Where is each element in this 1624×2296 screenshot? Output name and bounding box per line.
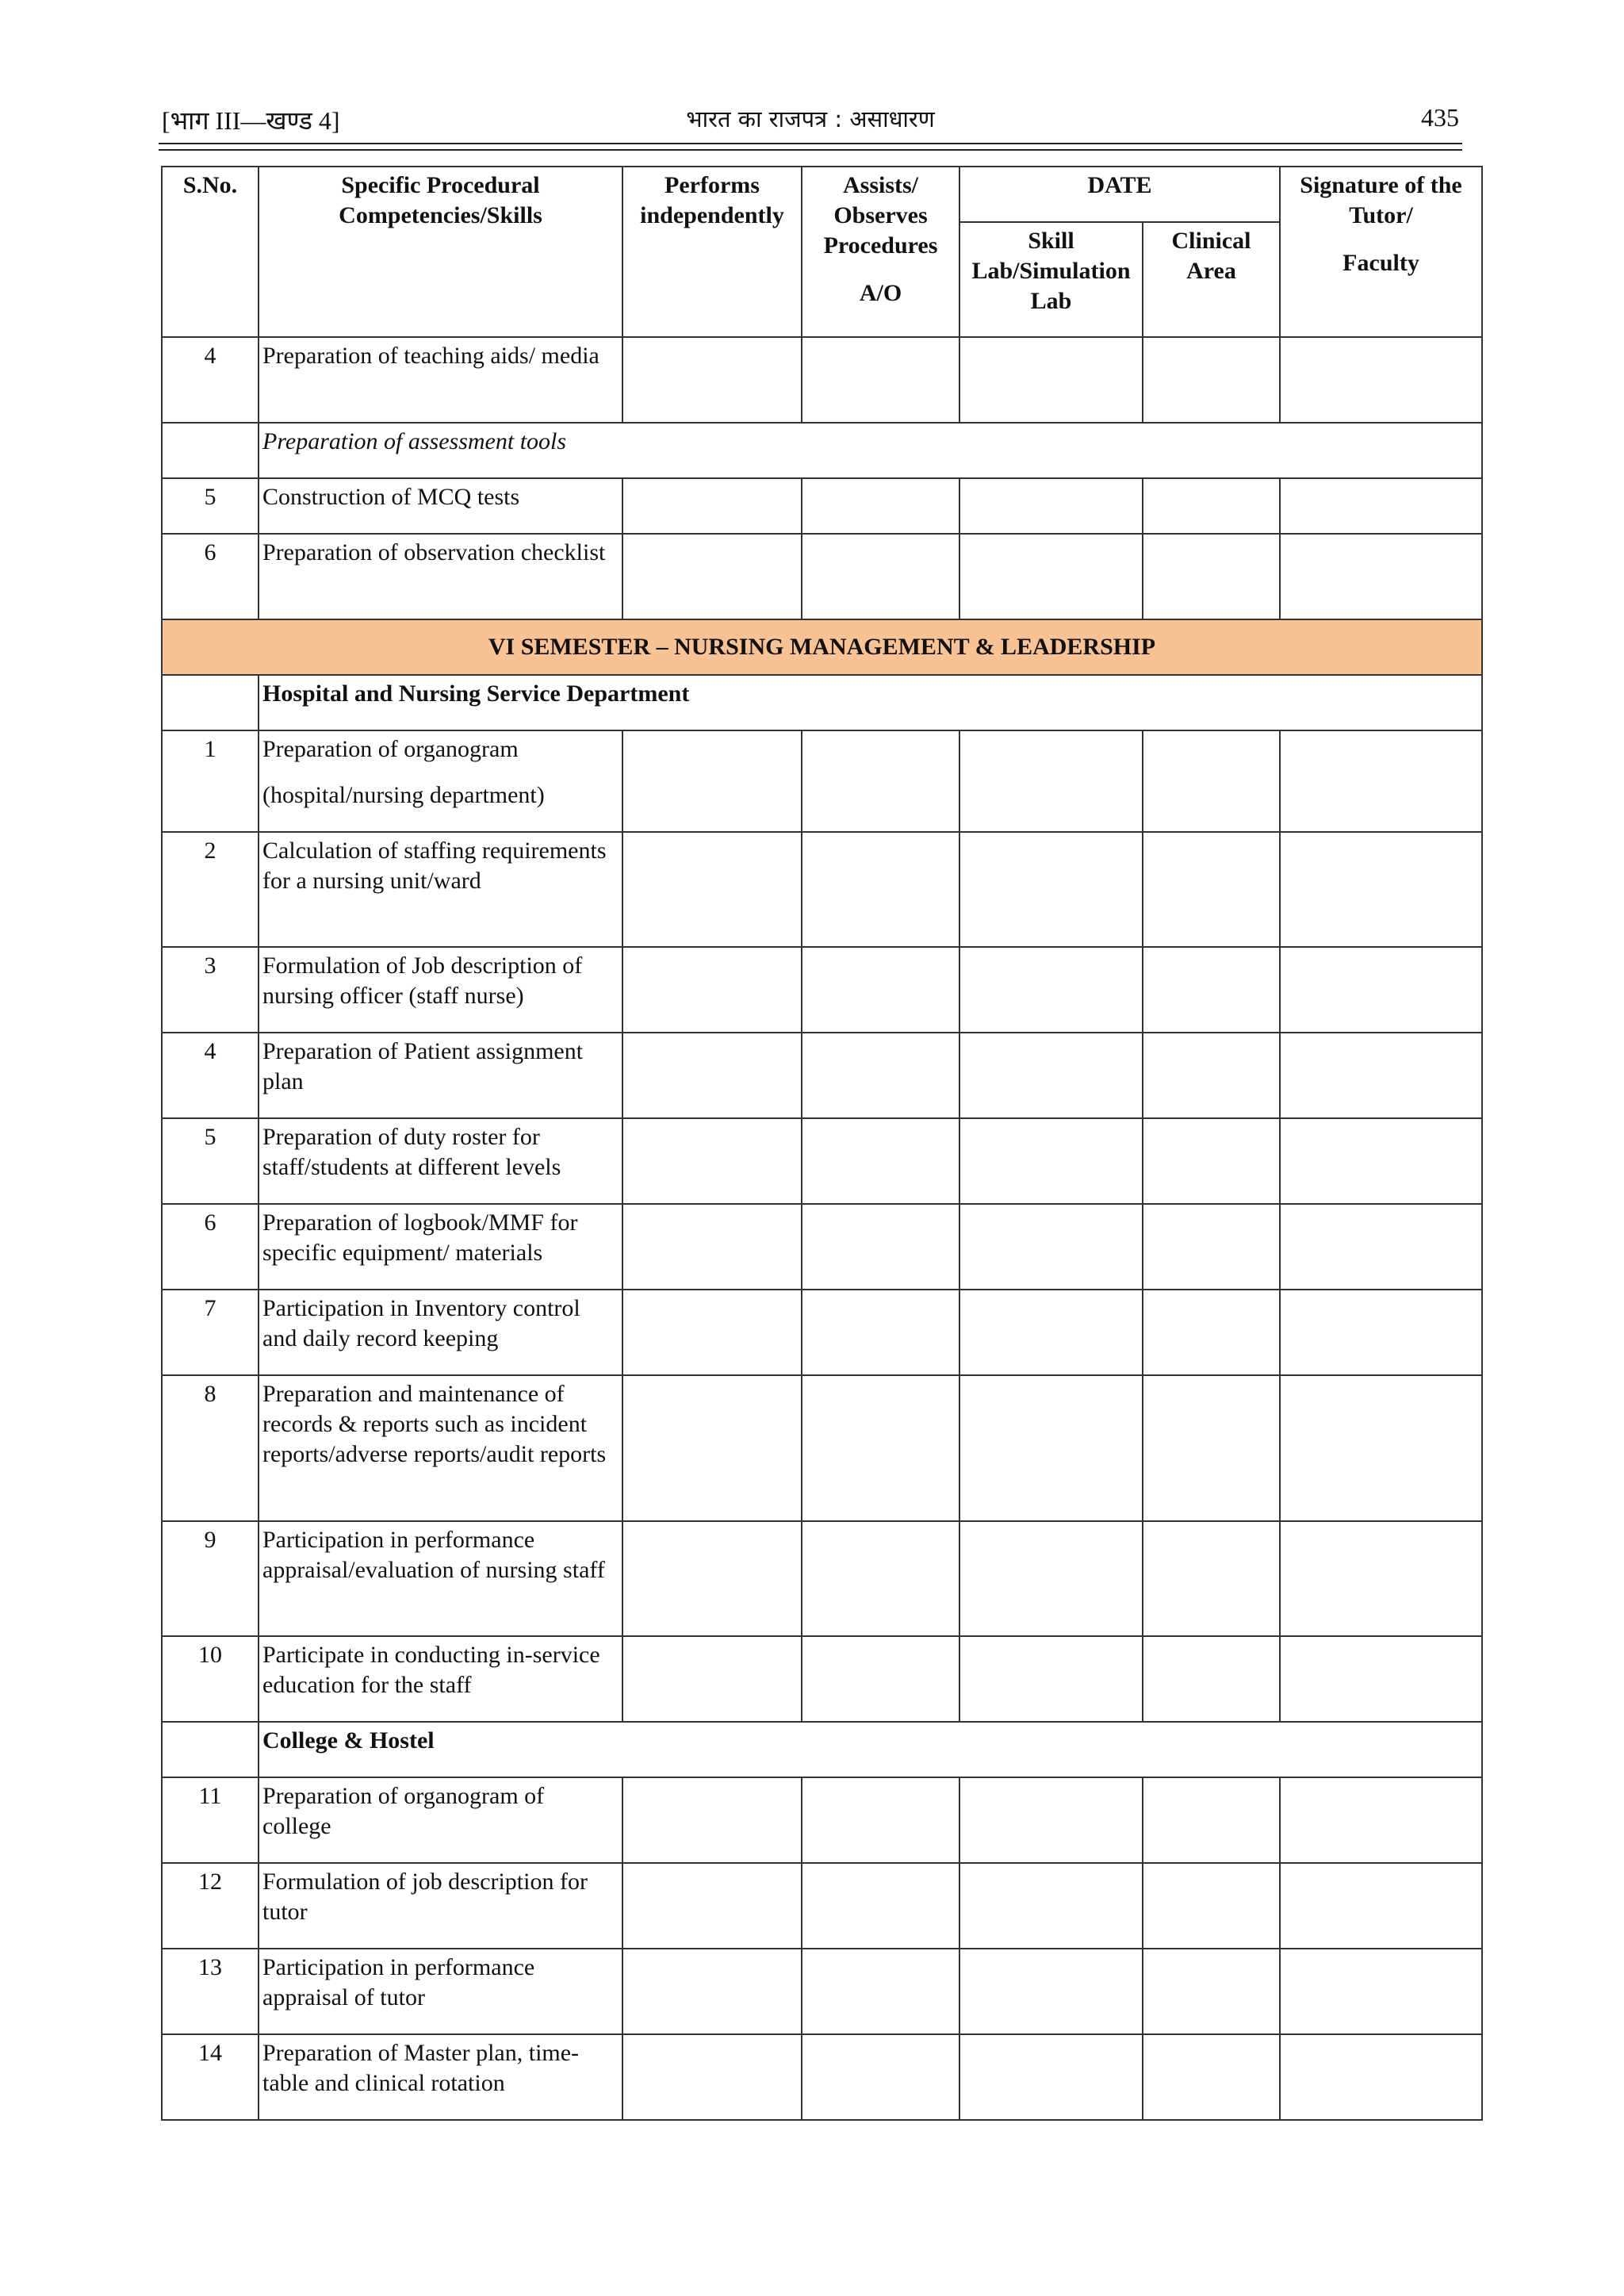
table-row <box>162 1204 1482 1290</box>
row-sno: 1 <box>162 730 259 832</box>
cell-clinical-date <box>1143 1777 1280 1863</box>
table-row <box>162 1375 1482 1521</box>
cell-signature <box>1280 2034 1482 2120</box>
cell-signature <box>1280 534 1482 619</box>
cell-skill-lab-date <box>959 1636 1143 1722</box>
col-header-performs: Performs independently <box>622 167 802 337</box>
cell-skill-lab-date <box>959 478 1143 534</box>
cell-signature <box>1280 1777 1482 1863</box>
cell-skill-lab-date <box>959 1204 1143 1290</box>
cell-performs <box>622 1863 802 1949</box>
cell-performs <box>622 478 802 534</box>
row-sno: 6 <box>162 1204 259 1290</box>
row-sno-empty <box>162 675 259 730</box>
row-skill: Preparation and maintenance of records & reports such as incident reports/adverse reports/audit reports <box>259 1375 622 1521</box>
cell-clinical-date <box>1143 1033 1280 1118</box>
row-sno: 2 <box>162 832 259 947</box>
cell-skill-lab-date <box>959 534 1143 619</box>
cell-assists <box>802 947 959 1033</box>
row-skill: Formulation of job description for tutor <box>259 1863 622 1949</box>
page-header <box>162 102 1459 143</box>
row-sno-empty <box>162 423 259 478</box>
semester-heading: VI SEMESTER – NURSING MANAGEMENT & LEADERSHIP <box>162 619 1482 675</box>
cell-performs <box>622 1521 802 1636</box>
cell-assists <box>802 1521 959 1636</box>
cell-signature <box>1280 1204 1482 1290</box>
cell-signature <box>1280 1033 1482 1118</box>
row-sno: 6 <box>162 534 259 619</box>
cell-assists <box>802 1863 959 1949</box>
cell-performs <box>622 1204 802 1290</box>
cell-clinical-date <box>1143 2034 1280 2120</box>
table-row <box>162 1777 1482 1863</box>
cell-assists <box>802 1949 959 2034</box>
cell-performs <box>622 1636 802 1722</box>
col-header-assists-code: A/O <box>859 280 902 306</box>
table-row <box>162 337 1482 423</box>
row-skill: Preparation of duty roster for staff/students at different levels <box>259 1118 622 1204</box>
row-skill: Preparation of teaching aids/ media <box>259 337 622 423</box>
row-sno: 7 <box>162 1290 259 1375</box>
cell-signature <box>1280 337 1482 423</box>
cell-clinical-date <box>1143 947 1280 1033</box>
cell-clinical-date <box>1143 1204 1280 1290</box>
header-rule-bottom <box>159 149 1462 151</box>
cell-assists <box>802 1118 959 1204</box>
cell-signature <box>1280 832 1482 947</box>
row-skill-line1: Preparation of organogram <box>262 736 519 762</box>
cell-performs <box>622 1290 802 1375</box>
cell-signature <box>1280 1118 1482 1204</box>
header-rule-top <box>159 143 1462 144</box>
cell-performs <box>622 337 802 423</box>
cell-skill-lab-date <box>959 1521 1143 1636</box>
col-header-skill-lab: Skill Lab/Simulation Lab <box>959 222 1143 337</box>
cell-assists <box>802 730 959 832</box>
table-row <box>162 1863 1482 1949</box>
row-sno: 4 <box>162 1033 259 1118</box>
row-skill: Preparation of Master plan, time-table and clinical rotation <box>259 2034 622 2120</box>
cell-signature <box>1280 1636 1482 1722</box>
row-sno: 5 <box>162 1118 259 1204</box>
cell-assists <box>802 1204 959 1290</box>
cell-assists <box>802 832 959 947</box>
subheading-hospital: Hospital and Nursing Service Department <box>259 675 1482 730</box>
cell-performs <box>622 730 802 832</box>
cell-signature <box>1280 478 1482 534</box>
cell-performs <box>622 947 802 1033</box>
table-row <box>162 2034 1482 2120</box>
col-header-assists <box>802 167 959 337</box>
cell-signature <box>1280 1290 1482 1375</box>
cell-skill-lab-date <box>959 1863 1143 1949</box>
row-skill: Participation in performance appraisal/evaluation of nursing staff <box>259 1521 622 1636</box>
row-skill: Preparation of Patient assignment plan <box>259 1033 622 1118</box>
row-skill: Construction of MCQ tests <box>259 478 622 534</box>
row-sno: 8 <box>162 1375 259 1521</box>
cell-assists <box>802 534 959 619</box>
row-skill: Preparation of observation checklist <box>259 534 622 619</box>
cell-assists <box>802 1375 959 1521</box>
cell-clinical-date <box>1143 730 1280 832</box>
row-sno: 11 <box>162 1777 259 1863</box>
cell-skill-lab-date <box>959 832 1143 947</box>
cell-clinical-date <box>1143 1521 1280 1636</box>
table-row <box>162 1636 1482 1722</box>
cell-clinical-date <box>1143 1636 1280 1722</box>
header-gazette-title: भारत का राजपत्र : असाधारण <box>686 105 935 132</box>
cell-assists <box>802 1636 959 1722</box>
row-skill: Calculation of staffing requirements for a nursing unit/ward <box>259 832 622 947</box>
table-row <box>162 1521 1482 1636</box>
col-header-skill: Specific Procedural Competencies/Skills <box>259 167 622 337</box>
cell-assists <box>802 337 959 423</box>
row-skill: Participation in performance appraisal of tutor <box>259 1949 622 2034</box>
col-header-signature-label: Signature of the Tutor/ <box>1300 172 1462 228</box>
row-sno-empty <box>162 1722 259 1777</box>
table-row <box>162 832 1482 947</box>
cell-clinical-date <box>1143 478 1280 534</box>
row-skill: Preparation of organogram of college <box>259 1777 622 1863</box>
cell-assists <box>802 478 959 534</box>
cell-clinical-date <box>1143 832 1280 947</box>
row-skill: Participate in conducting in-service education for the staff <box>259 1636 622 1722</box>
row-skill: Participation in Inventory control and daily record keeping <box>259 1290 622 1375</box>
cell-skill-lab-date <box>959 730 1143 832</box>
table-row <box>162 1033 1482 1118</box>
row-sno: 3 <box>162 947 259 1033</box>
cell-performs <box>622 1375 802 1521</box>
cell-clinical-date <box>1143 1375 1280 1521</box>
subheading-college-hostel: College & Hostel <box>259 1722 1482 1777</box>
cell-performs <box>622 1033 802 1118</box>
cell-performs <box>622 1777 802 1863</box>
col-header-assists-label: Assists/ Observes Procedures <box>823 172 938 259</box>
cell-performs <box>622 832 802 947</box>
cell-performs <box>622 1949 802 2034</box>
cell-clinical-date <box>1143 1949 1280 2034</box>
cell-assists <box>802 1777 959 1863</box>
competency-table <box>161 166 1483 2121</box>
row-sno: 4 <box>162 337 259 423</box>
header-part-section: [भाग III—खण्ड 4] <box>162 106 340 135</box>
row-sno: 13 <box>162 1949 259 2034</box>
table-row <box>162 730 1482 832</box>
table-row <box>162 947 1482 1033</box>
cell-signature <box>1280 1949 1482 2034</box>
table-header-row <box>162 167 1482 222</box>
row-sno: 12 <box>162 1863 259 1949</box>
row-skill <box>259 730 622 832</box>
row-sno: 9 <box>162 1521 259 1636</box>
cell-signature <box>1280 947 1482 1033</box>
cell-clinical-date <box>1143 1863 1280 1949</box>
col-header-date: DATE <box>959 167 1280 222</box>
subheading-row <box>162 423 1482 478</box>
cell-assists <box>802 1033 959 1118</box>
cell-clinical-date <box>1143 337 1280 423</box>
cell-skill-lab-date <box>959 2034 1143 2120</box>
row-skill-line2: (hospital/nursing department) <box>262 782 545 808</box>
col-header-signature <box>1280 167 1482 337</box>
cell-signature <box>1280 730 1482 832</box>
semester-heading-row <box>162 619 1482 675</box>
table-row <box>162 1290 1482 1375</box>
cell-skill-lab-date <box>959 947 1143 1033</box>
cell-skill-lab-date <box>959 337 1143 423</box>
cell-skill-lab-date <box>959 1777 1143 1863</box>
cell-clinical-date <box>1143 534 1280 619</box>
cell-signature <box>1280 1375 1482 1521</box>
row-skill: Preparation of logbook/MMF for specific equipment/ materials <box>259 1204 622 1290</box>
subheading-row <box>162 1722 1482 1777</box>
cell-clinical-date <box>1143 1118 1280 1204</box>
subheading-assessment-tools: Preparation of assessment tools <box>259 423 1482 478</box>
col-header-sno: S.No. <box>162 167 259 337</box>
cell-signature <box>1280 1521 1482 1636</box>
cell-skill-lab-date <box>959 1033 1143 1118</box>
page-number: 435 <box>1421 103 1459 132</box>
cell-performs <box>622 1118 802 1204</box>
subheading-row <box>162 675 1482 730</box>
table-row <box>162 1118 1482 1204</box>
cell-skill-lab-date <box>959 1118 1143 1204</box>
cell-skill-lab-date <box>959 1375 1143 1521</box>
cell-performs <box>622 534 802 619</box>
col-header-clinical: Clinical Area <box>1143 222 1280 337</box>
col-header-signature-faculty: Faculty <box>1342 250 1419 276</box>
cell-performs <box>622 2034 802 2120</box>
row-sno: 5 <box>162 478 259 534</box>
cell-skill-lab-date <box>959 1949 1143 2034</box>
row-sno: 10 <box>162 1636 259 1722</box>
cell-signature <box>1280 1863 1482 1949</box>
row-skill: Formulation of Job description of nursing officer (staff nurse) <box>259 947 622 1033</box>
cell-skill-lab-date <box>959 1290 1143 1375</box>
table-row <box>162 478 1482 534</box>
cell-clinical-date <box>1143 1290 1280 1375</box>
table-row <box>162 534 1482 619</box>
cell-assists <box>802 2034 959 2120</box>
row-sno: 14 <box>162 2034 259 2120</box>
table-row <box>162 1949 1482 2034</box>
cell-assists <box>802 1290 959 1375</box>
